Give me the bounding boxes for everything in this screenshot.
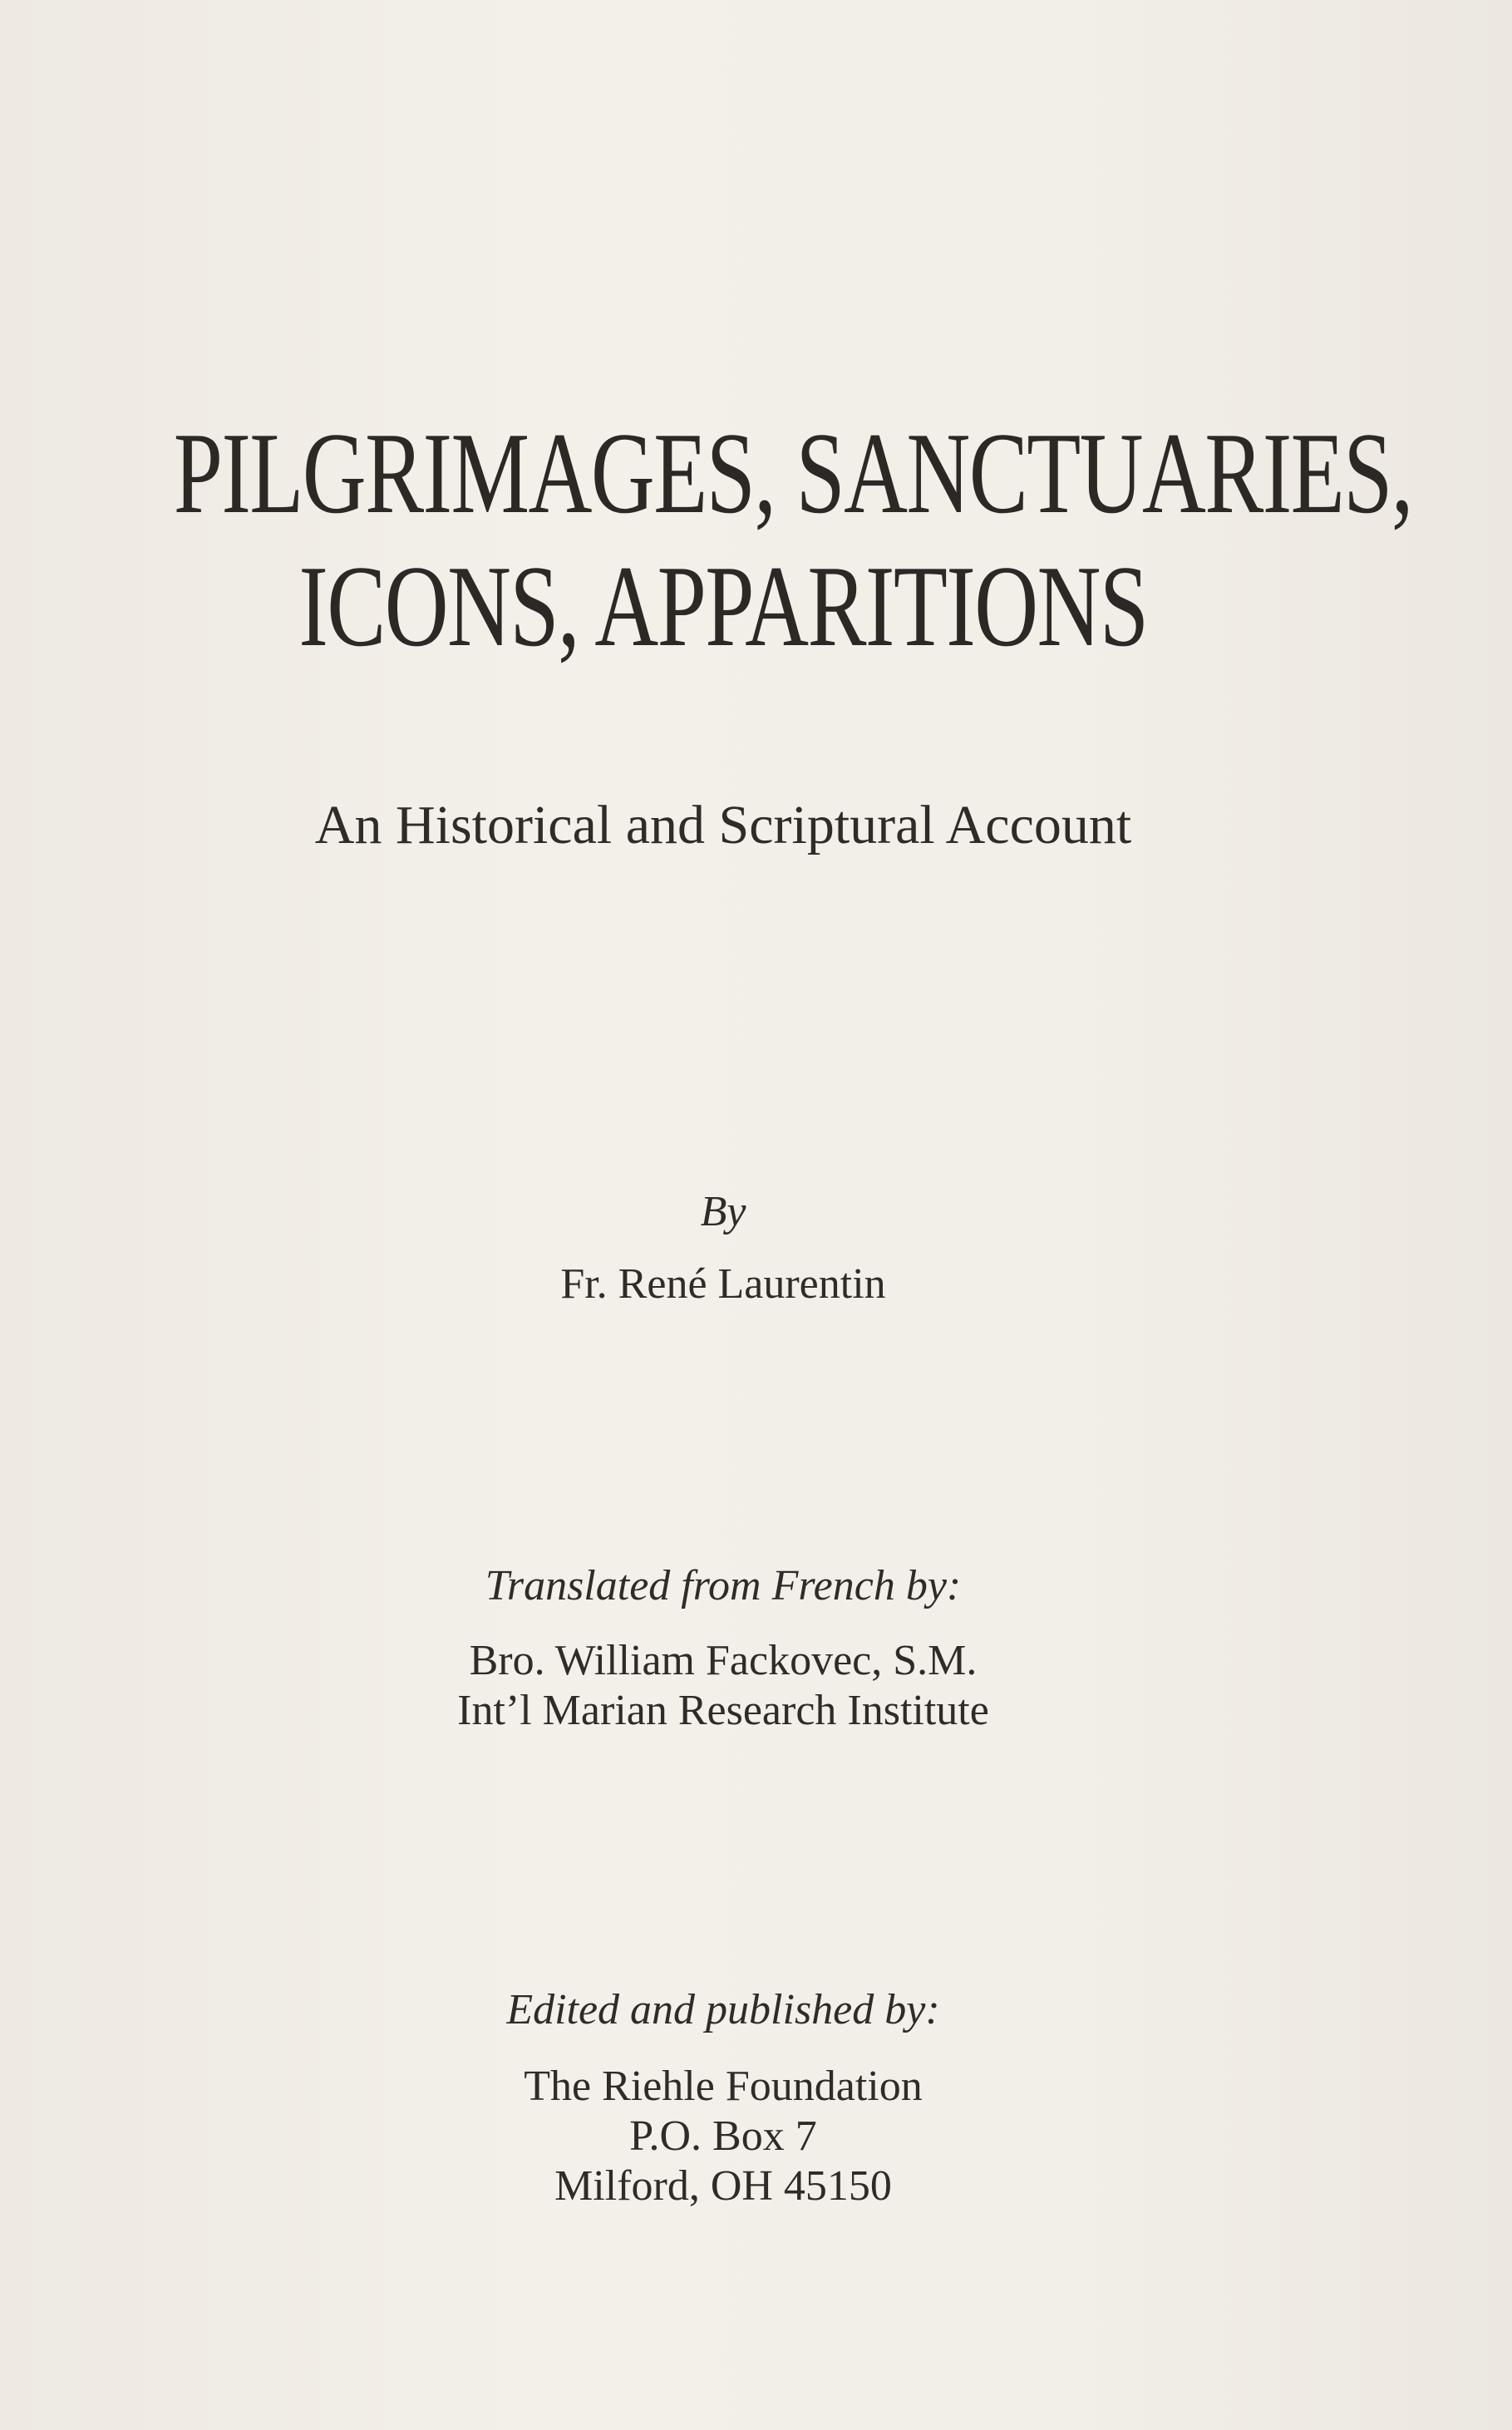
publisher-address-line-1: P.O. Box 7 <box>629 2112 817 2160</box>
publisher-address-line-2: Milford, OH 45150 <box>554 2162 892 2210</box>
publication-label: Edited and published by: <box>506 1986 940 2033</box>
author-name: Fr. René Laurentin <box>560 1260 886 1308</box>
book-subtitle: An Historical and Scriptural Account <box>314 795 1132 855</box>
translator-institute: Int’l Marian Research Institute <box>457 1687 989 1734</box>
book-title-line-1: PILGRIMAGES, SANCTUARIES, <box>173 409 1412 538</box>
translator-name: Bro. William Fackovec, S.M. <box>469 1637 978 1684</box>
author-label: By <box>700 1188 746 1235</box>
translation-label: Translated from French by: <box>485 1562 962 1609</box>
book-title-line-2: ICONS, APPARITIONS <box>298 542 1148 671</box>
publisher-name: The Riehle Foundation <box>524 2063 923 2110</box>
